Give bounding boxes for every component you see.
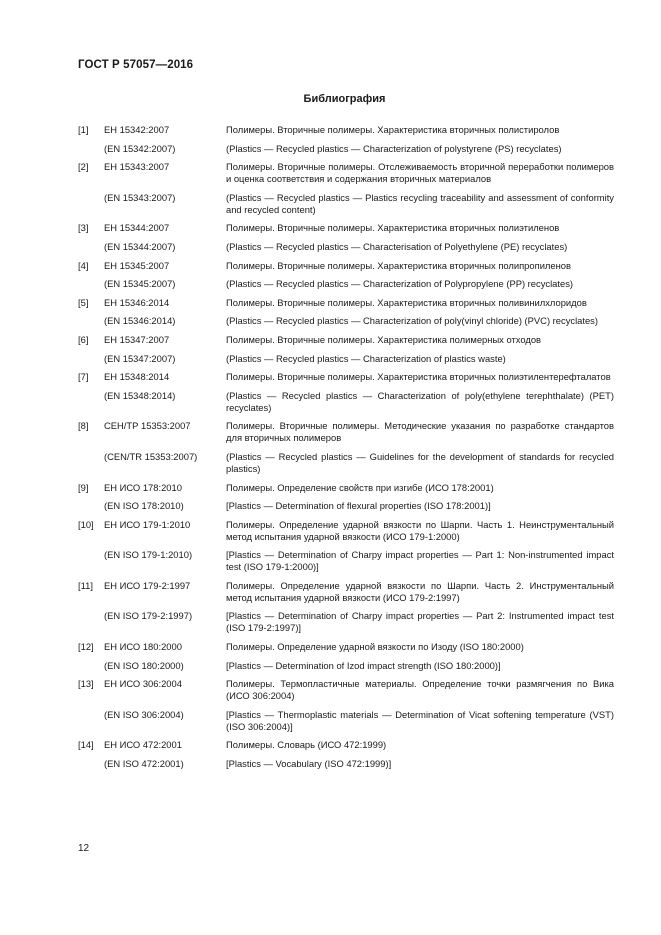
entry-row [78,580,614,604]
standard-title: Полимеры. Вторичные полимеры. Отслеживаемость вторичной переработки полимеров и оценка соответствия и содержания вторичных материалов [226,161,614,185]
entry-row [78,371,614,383]
standard-code: ЕН ИСО 179-2:1997 [104,579,191,591]
entry-number: [14] [78,739,94,751]
entry-row-en [78,660,614,672]
standard-title-en: [Plastics — Determination of flexural properties (ISO 178:2001)] [226,500,491,512]
entry-row [78,124,614,136]
entry-row-en [78,451,614,475]
bibliography-entry [78,161,614,216]
standard-title-en: [Plastics — Thermoplastic materials — Determination of Vicat softening temperature (VST) (ISO 306:2004)] [226,708,614,732]
standard-code: ЕН 15344:2007 [104,222,170,234]
standard-title: Полимеры. Определение ударной вязкости по Шарпи. Часть 2. Инструментальный метод испытания ударной вязкости (ИСО 179-2:1997) [226,579,614,603]
entry-number: [3] [78,222,89,234]
standard-code: СЕН/ТР 15353:2007 [104,420,191,432]
standard-title-en: (Plastics — Recycled plastics — Characterization of polystyrene (PS) recyclates) [226,142,562,154]
entry-number: [12] [78,641,94,653]
standard-code-en: (EN 15347:2007) [104,352,176,364]
standard-title: Полимеры. Термопластичные материалы. Определение точки размягчения по Вика (ИСО 306:2004) [226,678,614,702]
standard-code: ЕН 15345:2007 [104,259,170,271]
bibliography-title: Библиография [303,93,386,105]
standard-title-en: (Plastics — Recycled plastics — Characterisation of Polyethylene (PE) recyclates) [226,240,568,252]
entry-row [78,739,614,751]
standard-code-en: (CEN/TR 15353:2007) [104,450,198,462]
bibliography-entry [78,678,614,733]
entry-row [78,482,614,494]
standard-code-en: (EN 15346:2014) [104,315,176,327]
bibliography-entry [78,297,614,328]
standard-title: Полимеры. Вторичные полимеры. Характеристика вторичных полипропиленов [226,259,571,271]
page-number: 12 [78,843,90,854]
bibliography-entry [78,519,614,574]
standard-title-en: (Plastics — Recycled plastics — Characterization of poly(vinyl chloride) (PVC) recyclates) [226,315,598,327]
entry-number: [4] [78,259,89,271]
bibliography-entry [78,739,614,770]
standard-title-en: (Plastics — Recycled plastics — Guidelines for the development of standards for recycled plastics) [226,450,614,474]
standard-code: ЕН ИСО 179-1:2010 [104,518,191,530]
bibliography-entry [78,580,614,635]
entry-row [78,519,614,543]
standard-code: ЕН 15347:2007 [104,333,170,345]
standard-code-en: (EN 15342:2007) [104,142,176,154]
entry-row-en [78,500,614,512]
standard-title: Полимеры. Словарь (ИСО 472:1999) [226,739,387,751]
entry-row-en [78,549,614,573]
standard-title-en: (Plastics — Recycled plastics — Characterization of plastics waste) [226,352,506,364]
standard-title-en: [Plastics — Determination of Izod impact strength (ISO 180:2000)] [226,659,501,671]
standard-code-en: (EN ISO 306:2004) [104,708,184,720]
entry-row-en [78,278,614,290]
entry-number: [1] [78,124,89,135]
entry-row [78,222,614,234]
standard-code-en: (EN 15345:2007) [104,278,176,290]
standard-code: ЕН ИСО 178:2010 [104,481,182,493]
bibliography-entry [78,482,614,513]
entry-row-en [78,241,614,253]
bibliography-entry [78,222,614,253]
bibliography-entry [78,371,614,414]
bibliography-entry [78,420,614,475]
bibliography-list [78,124,614,777]
standard-code-en: (EN ISO 178:2010) [104,500,184,512]
bibliography-entry [78,334,614,365]
standard-title-en: (Plastics — Recycled plastics — Characterization of poly(ethylene terephthalate) (PET) recyclates) [226,389,614,413]
standard-title: Полимеры. Определение ударной вязкости по Шарпи. Часть 1. Неинструментальный метод испытания ударной вязкости (ИСО 179-1:2000) [226,518,614,542]
standard-code: ЕН 15346:2014 [104,296,170,308]
entry-number: [5] [78,296,89,308]
entry-row-en [78,192,614,216]
standard-code-en: (EN 15343:2007) [104,191,176,203]
entry-number: [13] [78,678,94,690]
standard-title: Полимеры. Определение ударной вязкости по Изоду (ISO 180:2000) [226,641,524,653]
standard-title-en: (Plastics — Recycled plastics — Plastics recycling traceability and assessment of conformity and recycled content) [226,191,614,215]
standard-title: Полимеры. Вторичные полимеры. Методические указания по разработке стандартов для вторичных полимеров [226,420,614,444]
entry-number: [10] [78,518,94,530]
entry-row [78,334,614,346]
entry-number: [7] [78,371,89,383]
standard-code: ЕН ИСО 180:2000 [104,641,182,653]
standard-code-en: (EN ISO 179-1:2010) [104,549,193,561]
standard-title: Полимеры. Вторичные полимеры. Характеристика вторичных поливинилхлоридов [226,296,587,308]
entry-row [78,161,614,185]
bibliography-entry [78,260,614,291]
standard-code: ЕН ИСО 472:2001 [104,739,182,751]
standard-title: Полимеры. Вторичные полимеры. Характеристика полимерных отходов [226,333,542,345]
bibliography-entry [78,124,614,155]
entry-row-en [78,709,614,733]
standard-code-en: (EN 15344:2007) [104,240,176,252]
entry-row-en [78,143,614,155]
entry-row-en [78,315,614,327]
standard-title-en: (Plastics — Recycled plastics — Characterization of Polypropylene (PP) recyclates) [226,278,573,290]
standard-title-en: [Plastics — Determination of Charpy impact properties — Part 2: Instrumented impact test (ISO 179-2:1997)] [226,610,614,634]
entry-row [78,420,614,444]
standard-code: ЕН 15348:2014 [104,371,170,383]
standard-title: Полимеры. Вторичные полимеры. Характеристика вторичных полиэтиленов [226,222,560,234]
standard-title-en: [Plastics — Vocabulary (ISO 472:1999)] [226,758,392,770]
entry-row [78,260,614,272]
standard-title: Полимеры. Вторичные полимеры. Характеристика вторичных полистиролов [226,124,560,135]
entry-number: [9] [78,481,89,493]
document-code: ГОСТ Р 57057—2016 [78,59,194,71]
entry-row [78,641,614,653]
entry-number: [11] [78,579,93,591]
standard-code: ЕН 15342:2007 [104,124,170,135]
standard-code: ЕН 15343:2007 [104,161,170,173]
standard-code-en: (EN ISO 472:2001) [104,758,184,770]
standard-code-en: (EN ISO 179-2:1997) [104,610,193,622]
bibliography-entry [78,641,614,672]
entry-row [78,678,614,702]
entry-number: [6] [78,333,89,345]
standard-title: Полимеры. Определение свойств при изгибе (ИСО 178:2001) [226,481,494,493]
entry-row-en [78,390,614,414]
entry-row [78,297,614,309]
standard-title: Полимеры. Вторичные полимеры. Характеристика вторичных полиэтилентерефталатов [226,371,611,383]
standard-code: ЕН ИСО 306:2004 [104,678,182,690]
standard-code-en: (EN 15348:2014) [104,389,176,401]
entry-row-en [78,353,614,365]
entry-number: [2] [78,161,89,173]
standard-title-en: [Plastics — Determination of Charpy impact properties — Part 1: Non-instrumented impact test (ISO 179-1:2000)] [226,549,614,573]
entry-number: [8] [78,420,89,432]
entry-row-en [78,758,614,770]
entry-row-en [78,610,614,634]
standard-code-en: (EN ISO 180:2000) [104,659,184,671]
